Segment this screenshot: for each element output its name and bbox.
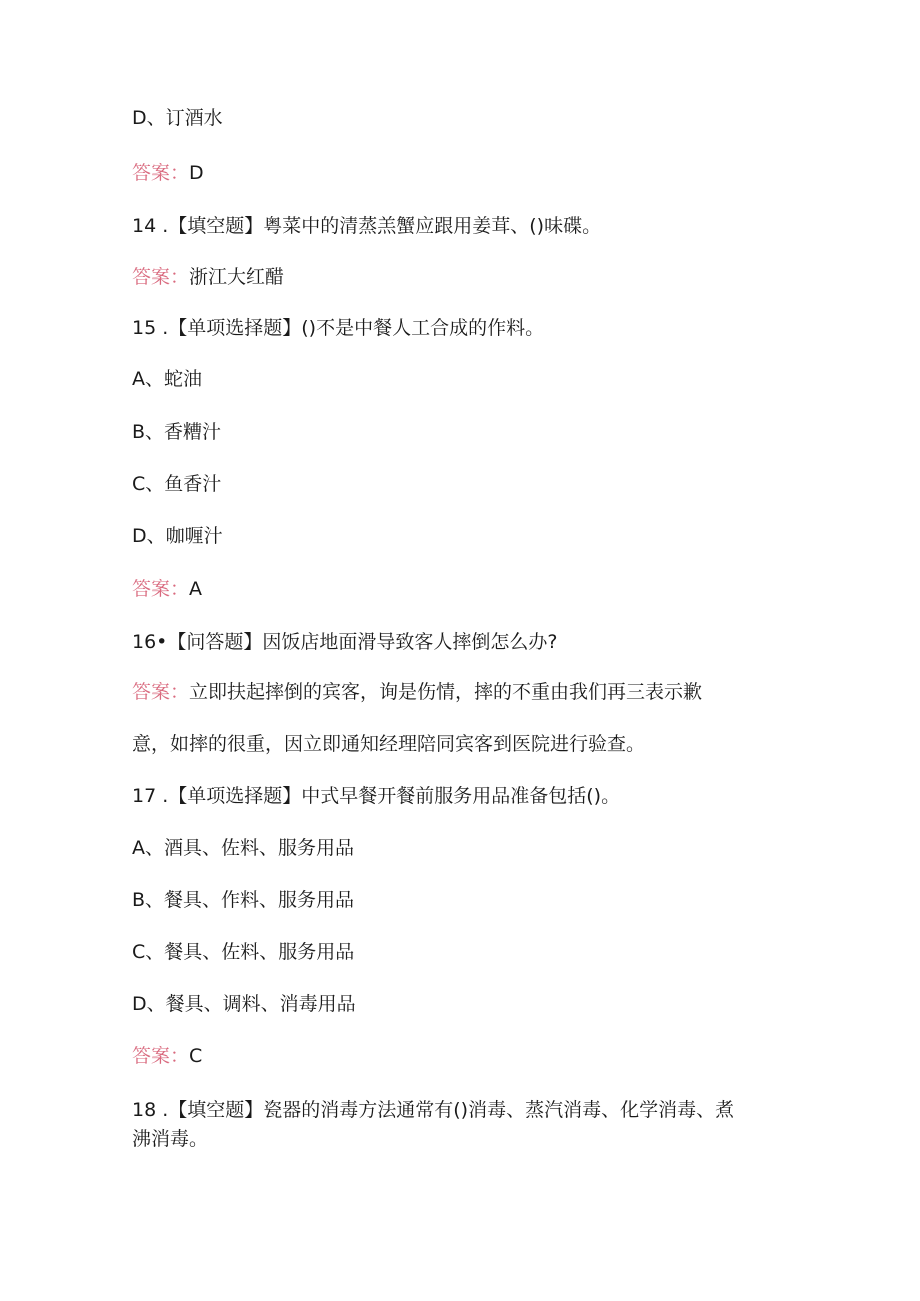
q17-option-b: B、餐具、作料、服务用品 — [132, 889, 355, 911]
q17-answer — [132, 1043, 202, 1069]
q15-option-b: B、香糟汁 — [132, 421, 222, 443]
answer-label: 答案： — [132, 266, 190, 288]
answer-label: 答案： — [132, 681, 190, 703]
q18-question: 18 .【填空题】瓷器的消毒方法通常有()消毒、蒸汽消毒、化学消毒、煮 — [132, 1099, 735, 1121]
q15-option-d: D、咖喱汁 — [132, 525, 223, 547]
q14-answer — [132, 264, 284, 290]
answer-value: 浙江大红醋 — [189, 266, 285, 288]
q15-option-c: C、鱼香汁 — [132, 473, 222, 495]
answer-label: 答案： — [132, 1045, 190, 1067]
answer-value: A — [189, 578, 203, 600]
answer-value: 立即扶起摔倒的宾客，询是伤情，摔的不重由我们再三表示歉 — [189, 681, 703, 703]
q16-answer-continued: 意，如摔的很重，因立即通知经理陪同宾客到医院进行验查。 — [132, 733, 646, 755]
q16-answer — [132, 679, 702, 705]
q14-question: 14 .【填空题】粤菜中的清蒸羔蟹应跟用姜茸、()味碟。 — [132, 215, 602, 237]
answer-value: D — [189, 162, 204, 184]
q13-answer — [132, 160, 204, 186]
q17-question: 17 .【单项选择题】中式早餐开餐前服务用品准备包括()。 — [132, 785, 621, 807]
q13-option-d: D、订酒水 — [132, 107, 223, 129]
answer-label: 答案： — [132, 578, 190, 600]
q18-question-continued: 沸消毒。 — [132, 1128, 209, 1150]
q17-option-a: A、酒具、佐料、服务用品 — [132, 837, 354, 859]
q16-question: 16•【问答题】因饭店地面滑导致客人摔倒怎么办? — [132, 631, 558, 653]
q17-option-c: C、餐具、佐料、服务用品 — [132, 941, 355, 963]
answer-label: 答案： — [132, 162, 190, 184]
answer-value: C — [189, 1045, 203, 1067]
q15-question: 15 .【单项选择题】()不是中餐人工合成的作料。 — [132, 317, 545, 339]
q15-answer — [132, 576, 202, 602]
q15-option-a: A、蛇油 — [132, 368, 202, 390]
q17-option-d: D、餐具、调料、消毒用品 — [132, 993, 356, 1015]
